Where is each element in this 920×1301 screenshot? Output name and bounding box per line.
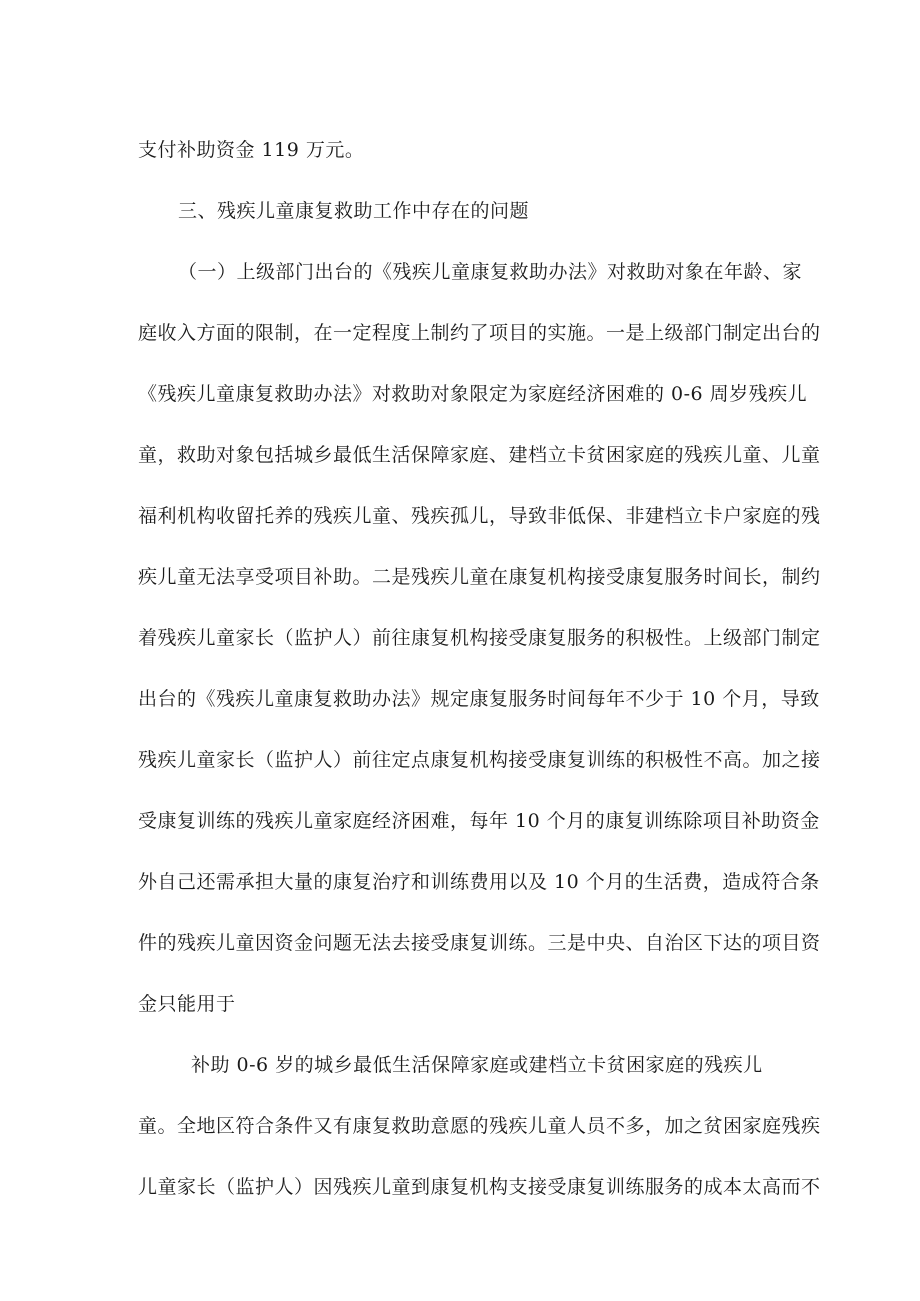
text-line-12: 受康复训练的残疾儿童家庭经济困难，每年 10 个月的康复训练除项目补助资金 bbox=[138, 810, 820, 832]
text-line-5: 《残疾儿童康复救助办法》对救助对象限定为家庭经济困难的 0-6 周岁残疾儿 bbox=[138, 383, 808, 405]
text-line-1: 支付补助资金 119 万元。 bbox=[138, 139, 365, 161]
text-line-16: 补助 0-6 岁的城乡最低生活保障家庭或建档立卡贫困家庭的残疾儿 bbox=[191, 1054, 763, 1076]
text-line-10: 出台的《残疾儿童康复救助办法》规定康复服务时间每年不少于 10 个月，导致 bbox=[138, 688, 820, 710]
text-line-14: 件的残疾儿童因资金问题无法去接受康复训练。三是中央、自治区下达的项目资 bbox=[138, 932, 821, 954]
text-line-15: 金只能用于 bbox=[138, 993, 236, 1015]
text-line-17: 童。全地区符合条件又有康复救助意愿的残疾儿童人员不多，加之贫困家庭残疾 bbox=[138, 1115, 821, 1137]
text-line-7: 福利机构收留托养的残疾儿童、残疾孤儿，导致非低保、非建档立卡户家庭的残 bbox=[138, 505, 821, 527]
text-line-13: 外自己还需承担大量的康复治疗和训练费用以及 10 个月的生活费，造成符合条 bbox=[138, 871, 820, 893]
text-line-6: 童，救助对象包括城乡最低生活保障家庭、建档立卡贫困家庭的残疾儿童、儿童 bbox=[138, 444, 821, 466]
text-line-11: 残疾儿童家长（监护人）前往定点康复机构接受康复训练的积极性不高。加之接 bbox=[138, 749, 821, 771]
text-line-4: 庭收入方面的限制，在一定程度上制约了项目的实施。一是上级部门制定出台的 bbox=[138, 322, 821, 344]
text-line-3: （一）上级部门出台的《残疾儿童康复救助办法》对救助对象在年龄、家 bbox=[178, 261, 803, 283]
text-line-8: 疾儿童无法享受项目补助。二是残疾儿童在康复机构接受康复服务时间长，制约 bbox=[138, 566, 821, 588]
text-line-9: 着残疾儿童家长（监护人）前往康复机构接受康复服务的积极性。上级部门制定 bbox=[138, 627, 821, 649]
section-heading: 三、残疾儿童康复救助工作中存在的问题 bbox=[178, 200, 530, 222]
text-line-18: 儿童家长（监护人）因残疾儿童到康复机构支接受康复训练服务的成本太高而不 bbox=[138, 1176, 821, 1198]
